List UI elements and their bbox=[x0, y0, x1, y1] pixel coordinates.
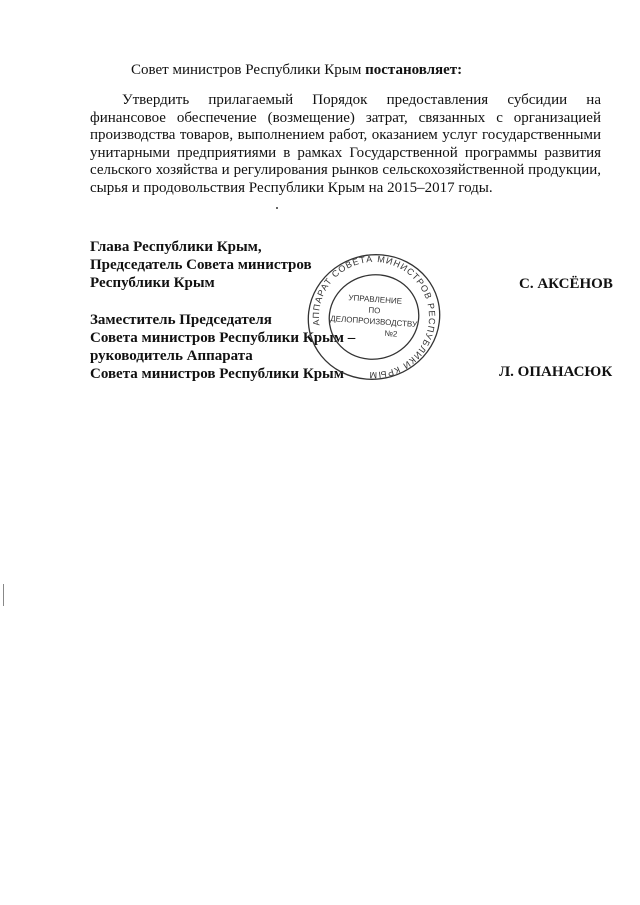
seal-outer-text: АППАРАТ СОВЕТА МИНИСТРОВ РЕСПУБЛИКИ КРЫМ bbox=[310, 253, 438, 381]
intro-text: Совет министров Республики Крым bbox=[131, 62, 366, 78]
signer-title-line: Совета министров Республики Крым bbox=[90, 366, 344, 382]
office-seal-stamp bbox=[300, 252, 448, 382]
intro-decree-word: постановляет: bbox=[365, 62, 463, 78]
seal-inner-line: №2 bbox=[384, 328, 398, 339]
signer-name-opanasyuk: Л. ОПАНАСЮК bbox=[499, 364, 613, 380]
seal-inner-line: ПО bbox=[368, 305, 381, 316]
resolution-body-paragraph: Утвердить прилагаемый Порядок предоставления субсидии на финансовое обеспечение (возмещение) затрат, связанных с организацией производства товаров, выполнением работ, оказанием услуг государственными унитарными предприятиями в рамках Государственной программы развития сельского хозяйства и регулирования рынков сельскохозяйственной продукции, сырья и продовольствия Республики Крым на 2015–2017 годы. bbox=[90, 92, 601, 196]
signature-block-head bbox=[90, 238, 312, 292]
signer-title-line: Совета министров Республики Крым – bbox=[90, 330, 356, 346]
signer-title-line: Председатель Совета министров bbox=[90, 257, 312, 273]
seal-inner-line: ДЕЛОПРОИЗВОДСТВУ bbox=[329, 313, 418, 330]
resolution-intro bbox=[131, 61, 462, 79]
signer-name-aksenov: С. АКСЁНОВ bbox=[519, 276, 613, 292]
seal-inner-line: УПРАВЛЕНИЕ bbox=[348, 293, 403, 306]
signer-title-line: Глава Республики Крым, bbox=[90, 239, 262, 255]
signer-title-line: руководитель Аппарата bbox=[90, 348, 253, 364]
scan-speck bbox=[276, 207, 278, 209]
signer-title-line: Заместитель Председателя bbox=[90, 312, 272, 328]
signer-title-line: Республики Крым bbox=[90, 275, 215, 291]
scan-margin-mark bbox=[3, 584, 4, 606]
